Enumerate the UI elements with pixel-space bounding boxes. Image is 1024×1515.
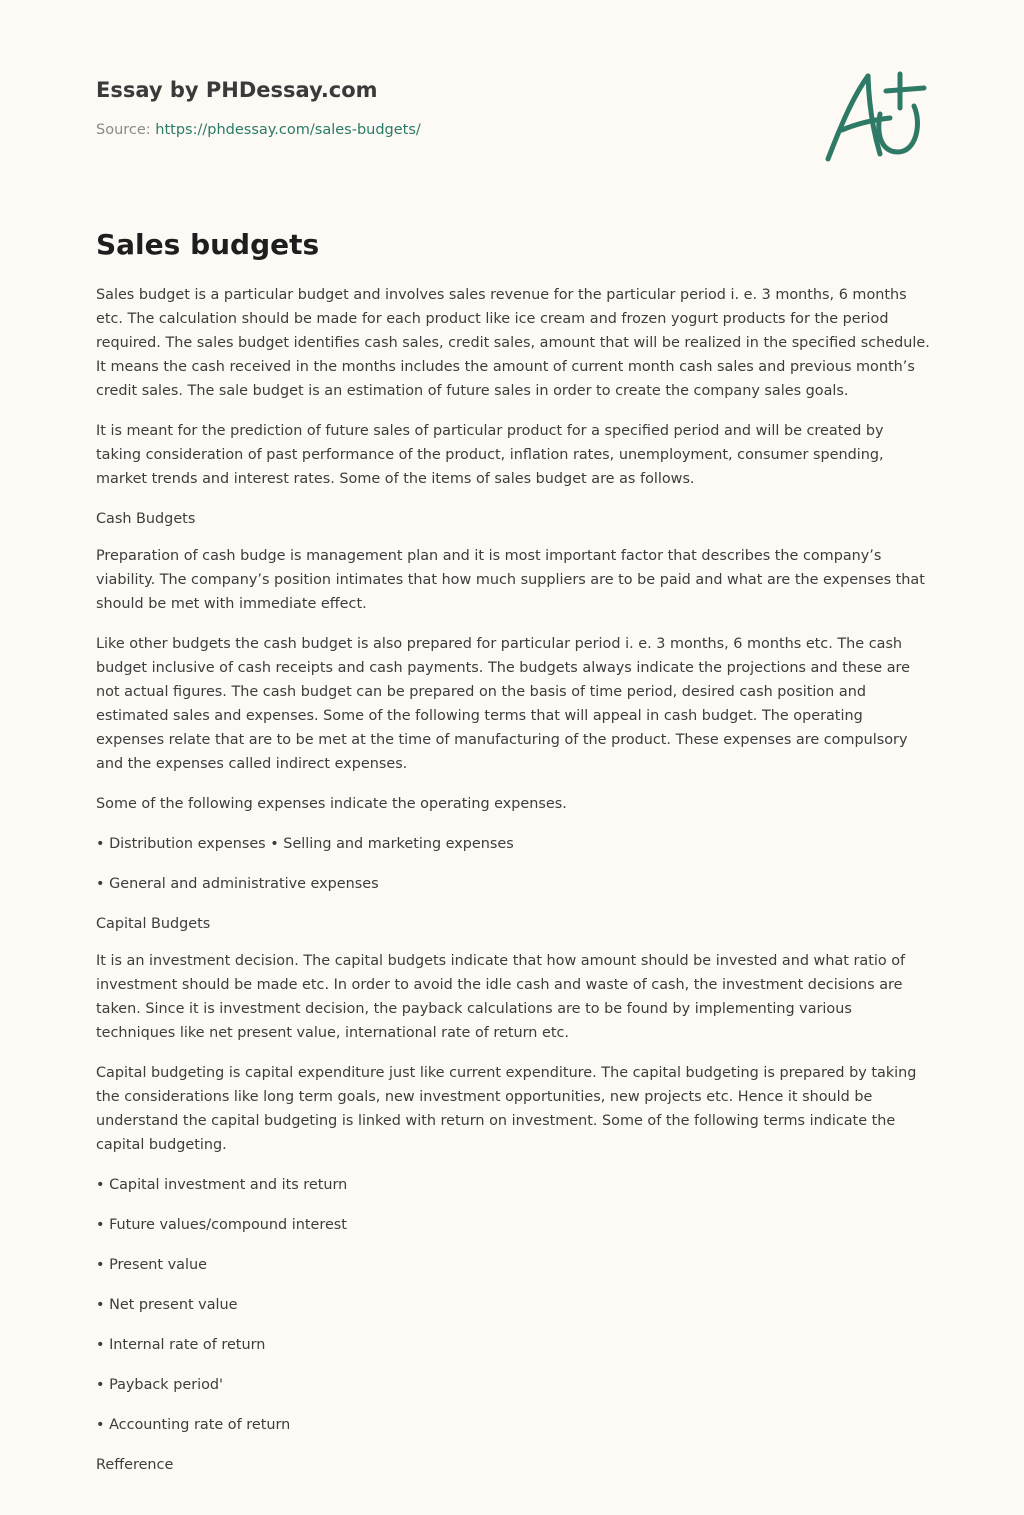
essay-title: Sales budgets: [96, 228, 320, 261]
list-item: • Payback period': [96, 1377, 223, 1393]
section-heading-capital-budgets: Capital Budgets: [96, 916, 211, 932]
bullet-item: • General and administrative expenses: [96, 876, 379, 892]
source-link[interactable]: https://phdessay.com/sales-budgets/: [155, 122, 421, 138]
paragraph: Capital budgeting is capital expenditure just like current expenditure. The capital budgeting is prepared by taking the considerations like long term goals, new investment opportunities, new projects etc. Hence it should be understand the capital budgeting is linked with return on investment. Some of the following terms indicate the capital budgeting.: [96, 1065, 917, 1153]
section-heading-cash-budgets: Cash Budgets: [96, 511, 196, 527]
source-label: Source:: [96, 122, 156, 138]
list-item: • Net present value: [96, 1297, 238, 1313]
section-heading-refference: Refference: [96, 1457, 174, 1473]
paragraph: Some of the following expenses indicate the operating expenses.: [96, 796, 567, 812]
essay-content: [96, 225, 930, 1493]
list-item: • Capital investment and its return: [96, 1177, 348, 1193]
paragraph: Like other budgets the cash budget is also prepared for particular period i. e. 3 months, 6 months etc. The cash budget inclusive of cash receipts and cash payments. The budgets always indicate the projections and these are not actual figures. The cash budget can be prepared on the basis of time period, desired cash position and estimated sales and expenses. Some of the following terms that will appeal in cash budget. The operating expenses relate that are to be met at the time of manufacturing of the product. These expenses are compulsory and the expenses called indirect expenses.: [96, 636, 911, 772]
list-item: • Present value: [96, 1257, 207, 1273]
paragraph: Sales budget is a particular budget and involves sales revenue for the particular period i. e. 3 months, 6 months etc. The calculation should be made for each product like ice cream and frozen yogurt products for the period required. The sales budget identifies cash sales, credit sales, amount that will be realized in the specified schedule. It means the cash received in the months includes the amount of current month cash sales and previous month’s credit sales. The sale budget is an estimation of future sales in order to create the company sales goals.: [96, 287, 930, 399]
bullet-item: • Distribution expenses • Selling and marketing expenses: [96, 836, 514, 852]
page-header: [96, 74, 796, 140]
site-title: Essay by PHDessay.com: [96, 78, 378, 102]
source-line: [96, 120, 796, 140]
list-item: • Internal rate of return: [96, 1337, 266, 1353]
list-item: • Future values/compound interest: [96, 1217, 347, 1233]
paragraph: Preparation of cash budge is management plan and it is most important factor that describes the company’s viability. The company’s position intimates that how much suppliers are to be paid and what are the expenses that should be met with immediate effect.: [96, 548, 925, 612]
paragraph: It is an investment decision. The capital budgets indicate that how amount should be invested and what ratio of investment should be made etc. In order to avoid the idle cash and waste of cash, the investment decisions are taken. Since it is investment decision, the payback calculations are to be found by implementing various techniques like net present value, international rate of return etc.: [96, 953, 906, 1041]
paragraph: It is meant for the prediction of future sales of particular product for a specified period and will be created by taking consideration of past performance of the product, inflation rates, unemployment, consumer spending, market trends and interest rates. Some of the items of sales budget are as follows.: [96, 423, 884, 487]
a-plus-logo-icon: [820, 66, 930, 166]
list-item: • Accounting rate of return: [96, 1417, 291, 1433]
